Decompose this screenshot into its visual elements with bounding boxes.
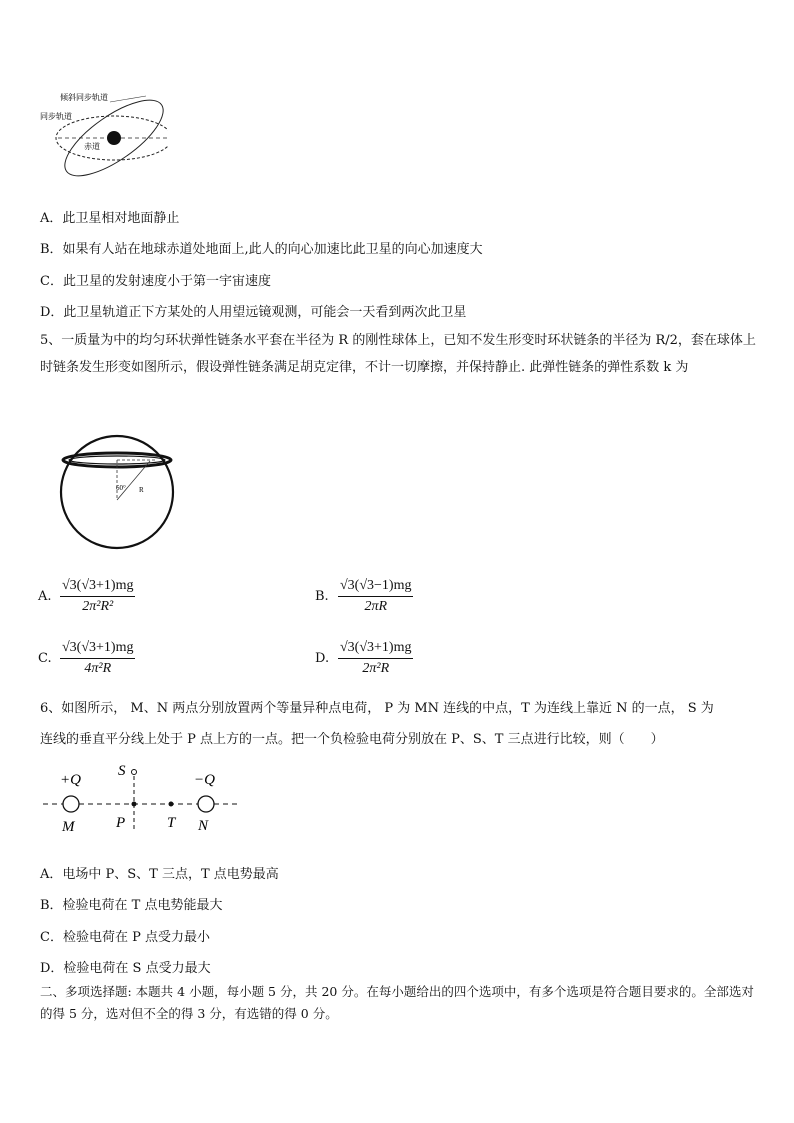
sync-orbit-label: 同步轨道 [40, 112, 72, 121]
point-n-label: N [198, 818, 209, 834]
q5-option-b-letter: B. [315, 589, 329, 604]
incline-orbit-label: 倾斜同步轨道 [60, 93, 108, 102]
section-two-instructions: 二、多项选择题: 本题共 4 小题，每小题 5 分，共 20 分。在每小题给出的四个选项中，有多个选项是符合题目要求的。全部选对的得 5 分，选对但不全的得 3 分，有选错的得 0 分。 [40, 984, 754, 1021]
radius-label: R [139, 486, 144, 494]
q4-option-b: B．如果有人站在地球赤道处地面上,此人的向心加速比此卫星的向心加速度大 [40, 242, 483, 257]
orbit-figure [38, 82, 168, 190]
point-p-label: P [116, 815, 126, 831]
q4-option-a: A．此卫星相对地面静止 [40, 211, 180, 226]
angle-label: 60° [116, 484, 126, 492]
point-m-label: M [62, 819, 75, 835]
charge-left-label: +Q [60, 772, 81, 788]
q6-option-a: A．电场中 P、S、T 三点，T 点电势最高 [40, 867, 279, 882]
sphere-figure [55, 430, 180, 555]
q5-option-b-denominator: 2πR [364, 599, 388, 614]
q6-option-d: D．检验电荷在 S 点受力最大 [40, 961, 211, 976]
point-t-label: T [167, 815, 176, 831]
q5-option-d-numerator: √3(√3+1)mg [338, 640, 413, 659]
q5-option-d-denominator: 2π²R [362, 661, 390, 676]
q6-option-b: B．检验电荷在 T 点电势能最大 [40, 898, 223, 913]
q6-stem-line2: 连线的垂直平分线上处于 P 点上方的一点。把一个负检验电荷分别放在 P、S、T 三点进行比较，则（ ） [40, 732, 664, 747]
q5-option-a-denominator: 2π²R² [82, 599, 114, 614]
q5-option-a-fraction [60, 578, 135, 615]
q5-option-b-numerator: √3(√3−1)mg [338, 578, 413, 597]
equator-label: 赤道 [84, 142, 100, 151]
point-s-label: S [118, 763, 126, 779]
q5-option-c-numerator: √3(√3+1)mg [60, 640, 135, 659]
q5-option-a-numerator: √3(√3+1)mg [60, 578, 135, 597]
q5-stem: 5、一质量为中的均匀环状弹性链条水平套在半径为 R 的刚性球体上，已知不发生形变时环状链条的半径为 R/2，套在球体上时链条发生形变如图所示，假设弹性链条满足胡克定律，不计一切摩擦，并保持静止. 此弹性链条的弹性系数 k 为 [40, 333, 756, 375]
charge-right-label: −Q [194, 772, 215, 788]
q5-option-a-letter: A. [38, 589, 52, 604]
q5-option-b-fraction [338, 578, 413, 615]
q5-option-c-fraction [60, 640, 135, 677]
q6-stem-line1: 6、如图所示， M、N 两点分别放置两个等量异种点电荷， P 为 MN 连线的中点，T 为连线上靠近 N 的一点， S 为 [40, 701, 714, 716]
q6-option-c: C．检验电荷在 P 点受力最小 [40, 930, 210, 945]
charges-figure [38, 757, 243, 837]
q5-option-c-letter: C. [38, 651, 52, 666]
q4-option-c: C．此卫星的发射速度小于第一宇宙速度 [40, 274, 271, 289]
q5-option-d-letter: D. [315, 651, 330, 666]
q4-option-d: D．此卫星轨道正下方某处的人用望远镜观测，可能会一天看到两次此卫星 [40, 305, 467, 320]
q5-option-d-fraction [338, 640, 413, 677]
q5-option-c-denominator: 4π²R [84, 661, 112, 676]
